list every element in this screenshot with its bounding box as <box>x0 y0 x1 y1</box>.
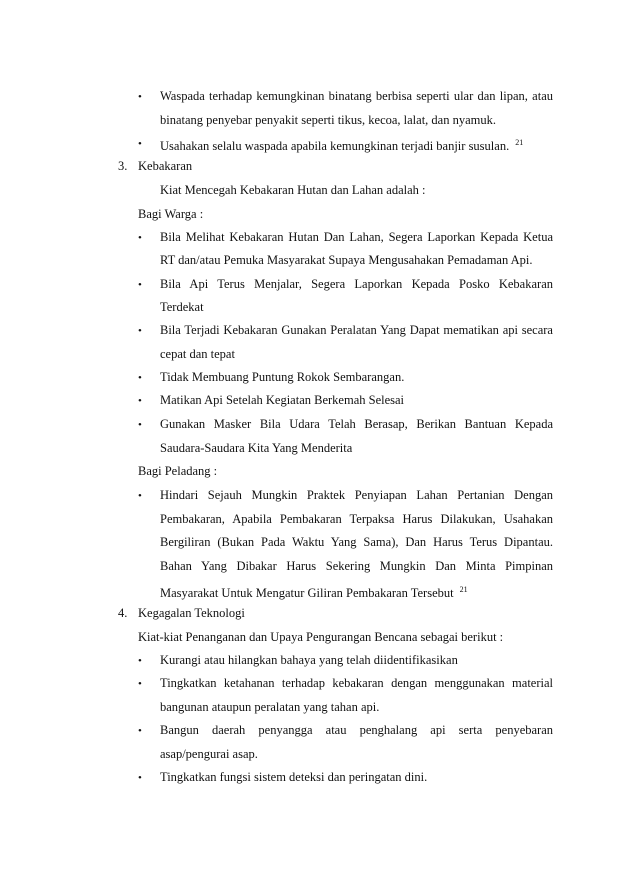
list-item-line: Saudara-Saudara Kita Yang Menderita <box>160 441 353 455</box>
bullet-icon: • <box>138 678 142 690</box>
list-item-line: Tingkatkan ketahanan terhadap kebakaran dengan menggunakan material <box>160 676 553 690</box>
list-item-line: Matikan Api Setelah Kegiatan Berkemah Selesai <box>160 393 405 407</box>
section-number: 4. <box>118 606 128 620</box>
footnote-ref: 21 <box>515 138 524 147</box>
list-item-line: Gunakan Masker Bila Udara Telah Berasap, Berikan Bantuan Kepada <box>160 417 553 431</box>
list-item-line: Tingkatkan fungsi sistem deteksi dan peringatan dini. <box>160 770 428 784</box>
bullet-icon: • <box>138 490 142 502</box>
list-item-line: Bergiliran (Bukan Pada Waktu Yang Sama), Dan Harus Terus Dipantau. <box>160 535 553 549</box>
list-item-line: Bangun daerah penyangga atau penghalang api serta penyebaran <box>160 723 553 737</box>
bullet-icon: • <box>138 395 142 407</box>
list-item-line: Bahan Yang Dibakar Harus Sekering Mungkin Dan Minta Pimpinan <box>160 559 553 573</box>
list-item-line: binatang penyebar penyakit seperti tikus, kecoa, lalat, dan nyamuk. <box>160 113 496 127</box>
list-item-line: Tidak Membuang Puntung Rokok Sembarangan. <box>160 370 405 384</box>
list-item-line: asap/pengurai asap. <box>160 747 258 761</box>
list-item-line: Waspada terhadap kemungkinan binatang berbisa seperti ular dan lipan, atau <box>160 89 553 103</box>
section-number: 3. <box>118 159 128 173</box>
list-item-line: cepat dan tepat <box>160 347 235 361</box>
list-item-line: RT dan/atau Pemuka Masyarakat Supaya Mengusahakan Pemadaman Api. <box>160 253 533 267</box>
section-title: Kegagalan Teknologi <box>138 606 245 620</box>
bullet-icon: • <box>138 655 142 667</box>
list-item-text: Masyarakat Untuk Mengatur Giliran Pembakaran Tersebut <box>160 586 454 600</box>
list-item-line: Bila Api Terus Menjalar, Segera Laporkan Kepada Posko Kebakaran <box>160 277 553 291</box>
bullet-icon: • <box>138 725 142 737</box>
bullet-icon: • <box>138 91 142 103</box>
footnote-ref: 21 <box>459 585 468 594</box>
bullet-icon: • <box>138 419 142 431</box>
list-item-line: bangunan ataupun peralatan yang tahan api. <box>160 700 380 714</box>
bullet-icon: • <box>138 372 142 384</box>
group-label: Bagi Warga : <box>138 207 204 221</box>
list-item-text: Usahakan selalu waspada apabila kemungkinan terjadi banjir susulan. <box>160 139 510 153</box>
list-item-line: Bila Terjadi Kebakaran Gunakan Peralatan Yang Dapat mematikan api secara <box>160 323 553 337</box>
section-title: Kebakaran <box>138 159 193 173</box>
bullet-icon: • <box>138 138 142 150</box>
list-item-line <box>160 582 468 601</box>
list-item-line: Pembakaran, Apabila Pembakaran Terpaksa Harus Dilakukan, Usahakan <box>160 512 553 526</box>
section-intro: Kiat-kiat Penanganan dan Upaya Pengurangan Bencana sebagai berikut : <box>138 630 504 644</box>
list-item-line: Hindari Sejauh Mungkin Praktek Penyiapan Lahan Pertanian Dengan <box>160 488 553 502</box>
group-label: Bagi Peladang : <box>138 464 218 478</box>
list-item-line <box>160 135 523 154</box>
bullet-icon: • <box>138 232 142 244</box>
list-item-line: Terdekat <box>160 300 204 314</box>
bullet-icon: • <box>138 279 142 291</box>
bullet-icon: • <box>138 325 142 337</box>
list-item-line: Kurangi atau hilangkan bahaya yang telah diidentifikasikan <box>160 653 458 667</box>
section-intro: Kiat Mencegah Kebakaran Hutan dan Lahan adalah : <box>160 183 426 197</box>
list-item-line: Bila Melihat Kebakaran Hutan Dan Lahan, Segera Laporkan Kepada Ketua <box>160 230 553 244</box>
bullet-icon: • <box>138 772 142 784</box>
